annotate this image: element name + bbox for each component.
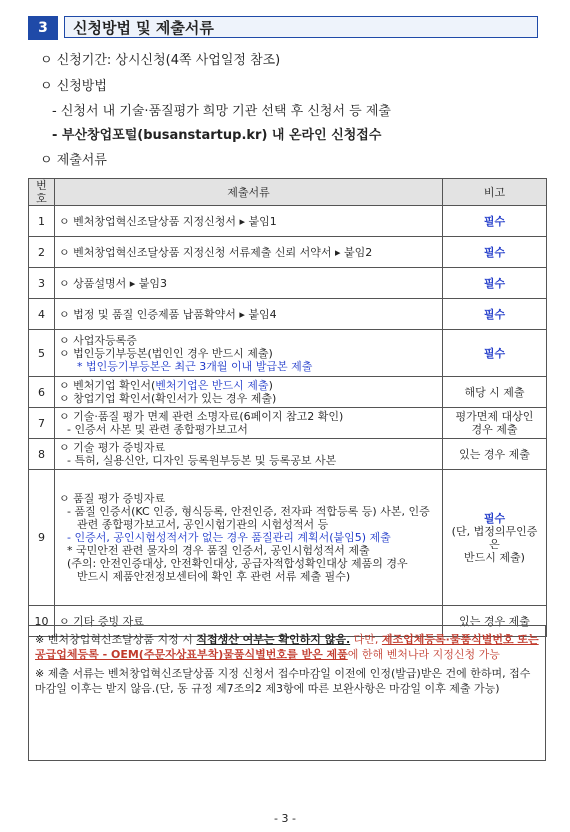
header-docs: 제출서류 (55, 179, 443, 206)
table-row: 1 ㅇ 벤처창업혁신조달상품 지정신청서 ▸ 붙임1 필수 (29, 206, 547, 237)
header-no: 번호 (29, 179, 55, 206)
table-row: 9 ㅇ 품질 평가 증빙자료 - 품질 인증서(KC 인증, 형식등록, 안전인증, 전자파 적합등록 등) 사본, 인증 관련 종합평가보고서, 공인시험기관의 시험성적서 등 - 인증서, 공인시험성적서가 없는 경우 품질관리 계획서(붙임5) 제출 * 국민안전 관련 물자의 경우 품질 인증서, 공인시험성적서 제출 (주의: 안전인증대상, 안전확인대상, 공급자적합성확인대상 제품의 경우 반드시 제품안전정보센터에 확인 후 관련 서류 제출 필수) 필수 (단, 법정의무인증은 반드시 제출) (29, 470, 547, 606)
method-sub2: - 부산창업포털(busanstartup.kr) 내 온라인 신청접수 (52, 128, 382, 143)
page-number: - 3 - (274, 812, 296, 825)
table-row: 2 ㅇ 벤처창업혁신조달상품 지정신청 서류제출 신뢰 서약서 ▸ 붙임2 필수 (29, 237, 547, 268)
table-row: 7 ㅇ 기술·품질 평가 면제 관련 소명자료(6페이지 참고2 확인) - 인증서 사본 및 관련 종합평가보고서 평가면제 대상인 경우 제출 (29, 408, 547, 439)
docs-line: ㅇ 제출서류 (40, 153, 107, 168)
table-row: 5 ㅇ 사업자등록증 ㅇ 법인등기부등본(법인인 경우 반드시 제출) * 법인등기부등본은 최근 3개월 이내 발급본 제출 필수 (29, 330, 547, 377)
table-row: 10 ㅇ 기타 증빙 자료 있는 경우 제출 (29, 606, 547, 637)
table-row: 8 ㅇ 기술 평가 증빙자료 - 특허, 실용신안, 디자인 등록원부등본 및 등록공보 사본 있는 경우 제출 (29, 439, 547, 470)
notes-box (28, 625, 546, 761)
header-note: 비고 (443, 179, 547, 206)
section-number: 3 (28, 16, 58, 40)
section-header (28, 16, 538, 40)
table-row: 6 ㅇ 벤처기업 확인서(벤처기업은 반드시 제출) ㅇ 창업기업 확인서(확인서가 있는 경우 제출) 해당 시 제출 (29, 377, 547, 408)
section-title: 신청방법 및 제출서류 (64, 16, 538, 38)
table-row: 4 ㅇ 법정 및 품질 인증제품 납품확약서 ▸ 붙임4 필수 (29, 299, 547, 330)
method-sub1: - 신청서 내 기술·품질평가 희망 기관 선택 후 신청서 등 제출 (52, 104, 391, 119)
method-line: ㅇ 신청방법 (40, 79, 107, 94)
note-1: ※ 벤처창업혁신조달상품 지정 시 직접생산 여부는 확인하지 않음. 다만, 제조업체등록·물품식별번호 또는 공급업체등록 - OEM(주문자상표부착)물품식별번호를 받은 제품에 한해 벤처나라 지정신청 가능 (35, 633, 539, 661)
note-2: ※ 제출 서류는 벤처창업혁신조달상품 지정 신청서 접수마감일 이전에 인정(발급)받은 건에 한하며, 접수 마감일 이후는 받지 않음.(단, 동 규정 제7조의2 제3항에 따른 보완사항은 마감일 이후 제출 가능) (35, 667, 531, 695)
period-line: ㅇ 신청기간: 상시신청(4쪽 사업일정 참조) (40, 53, 281, 68)
table-row: 3 ㅇ 상품설명서 ▸ 붙임3 필수 (29, 268, 547, 299)
documents-table (28, 178, 547, 637)
